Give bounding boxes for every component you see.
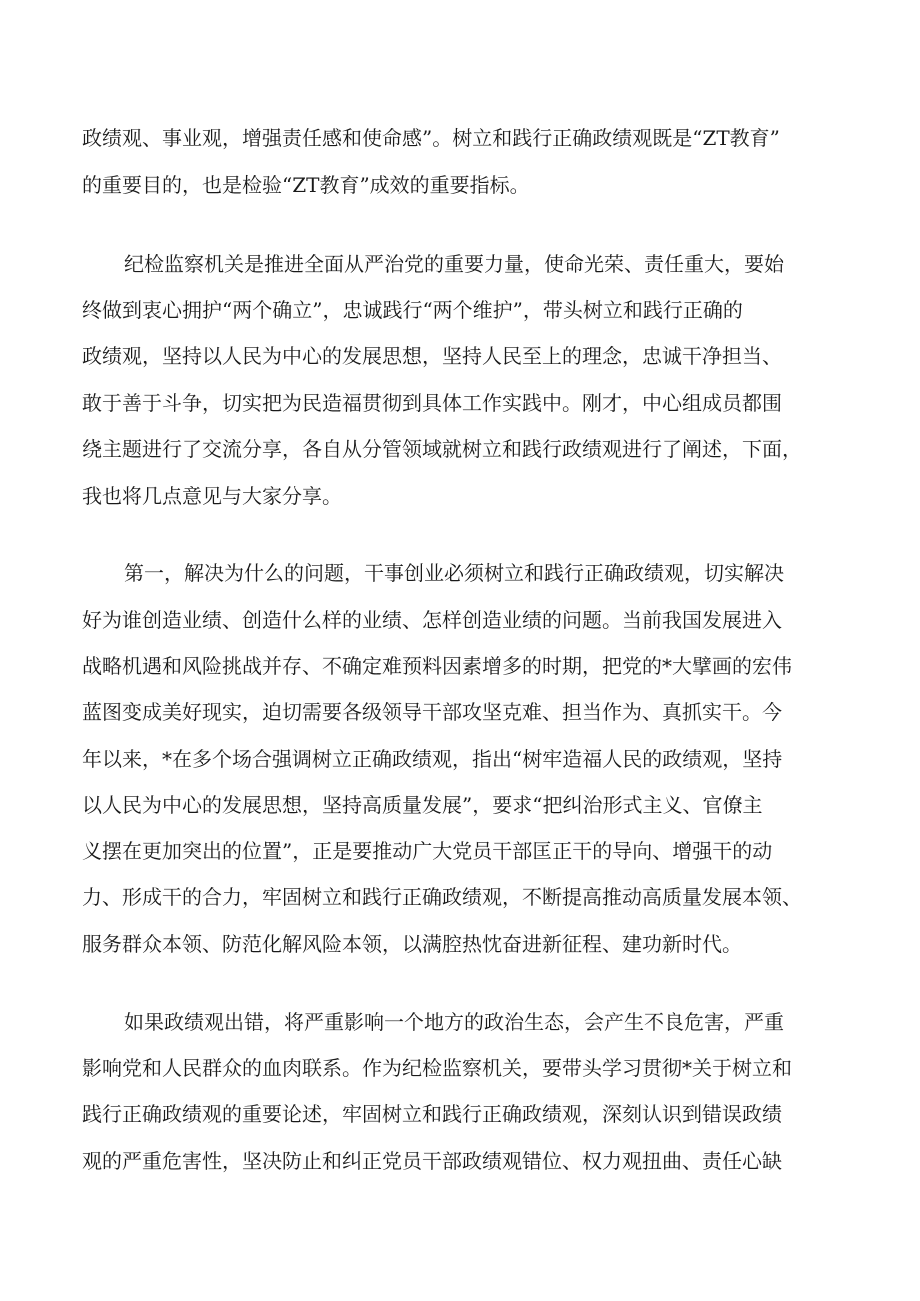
text-line: 以人民为中心的发展思想，坚持高质量发展”，要求“把纠治形式主义、官僚主 [82, 793, 763, 817]
text-line: 的重要目的，也是检验“ZT教育”成效的重要指标。 [82, 173, 530, 197]
text-line: 力、形成干的合力，牢固树立和践行正确政绩观，不断提高推动高质量发展本领、 [82, 885, 802, 909]
text-line: 绕主题进行了交流分享，各自从分管领域就树立和践行政绩观进行了阐述，下面， [82, 437, 802, 461]
text-line: 好为谁创造业绩、创造什么样的业绩、怎样创造业绩的问题。当前我国发展进入 [82, 608, 782, 632]
text-line: 终做到衷心拥护“两个确立”，忠诚践行“两个维护”，带头树立和践行正确的 [82, 298, 743, 322]
text-line: 政绩观、事业观，增强责任感和使命感”。树立和践行正确政绩观既是“ZT教育” [82, 126, 780, 150]
paragraph-first-line: 第一，解决为什么的问题，干事创业必须树立和践行正确政绩观，切实解决 [124, 561, 784, 585]
text-line: 政绩观，坚持以人民为中心的发展思想，坚持人民至上的理念，忠诚干净担当、 [82, 344, 782, 368]
text-line: 战略机遇和风险挑战并存、不确定难预料因素增多的时期，把党的*大擘画的宏伟 [82, 654, 792, 678]
text-line: 观的严重危害性，坚决防止和纠正党员干部政绩观错位、权力观扭曲、责任心缺 [82, 1149, 782, 1173]
paragraph-first-line: 如果政绩观出错，将严重影响一个地方的政治生态，会产生不良危害，严重 [124, 1010, 784, 1034]
text-line: 义摆在更加突出的位置”，正是要推动广大党员干部匡正干的导向、增强干的动 [82, 839, 773, 863]
text-line: 服务群众本领、防范化解风险本领，以满腔热忱奋进新征程、建功新时代。 [82, 932, 742, 956]
text-line: 年以来，*在多个场合强调树立正确政绩观，指出“树牢造福人民的政绩观，坚持 [82, 747, 783, 771]
text-line: 我也将几点意见与大家分享。 [82, 484, 342, 508]
paragraph-first-line: 纪检监察机关是推进全面从严治党的重要力量，使命光荣、责任重大，要始 [124, 252, 784, 276]
text-line: 蓝图变成美好现实，迫切需要各级领导干部攻坚克难、担当作为、真抓实干。今 [82, 700, 782, 724]
text-line: 影响党和人民群众的血肉联系。作为纪检监察机关，要带头学习贯彻*关于树立和 [82, 1056, 792, 1080]
text-line: 践行正确政绩观的重要论述，牢固树立和践行正确政绩观，深刻认识到错误政绩 [82, 1102, 782, 1126]
text-line: 敢于善于斗争，切实把为民造福贯彻到具体工作实践中。刚才，中心组成员都围 [82, 391, 782, 415]
